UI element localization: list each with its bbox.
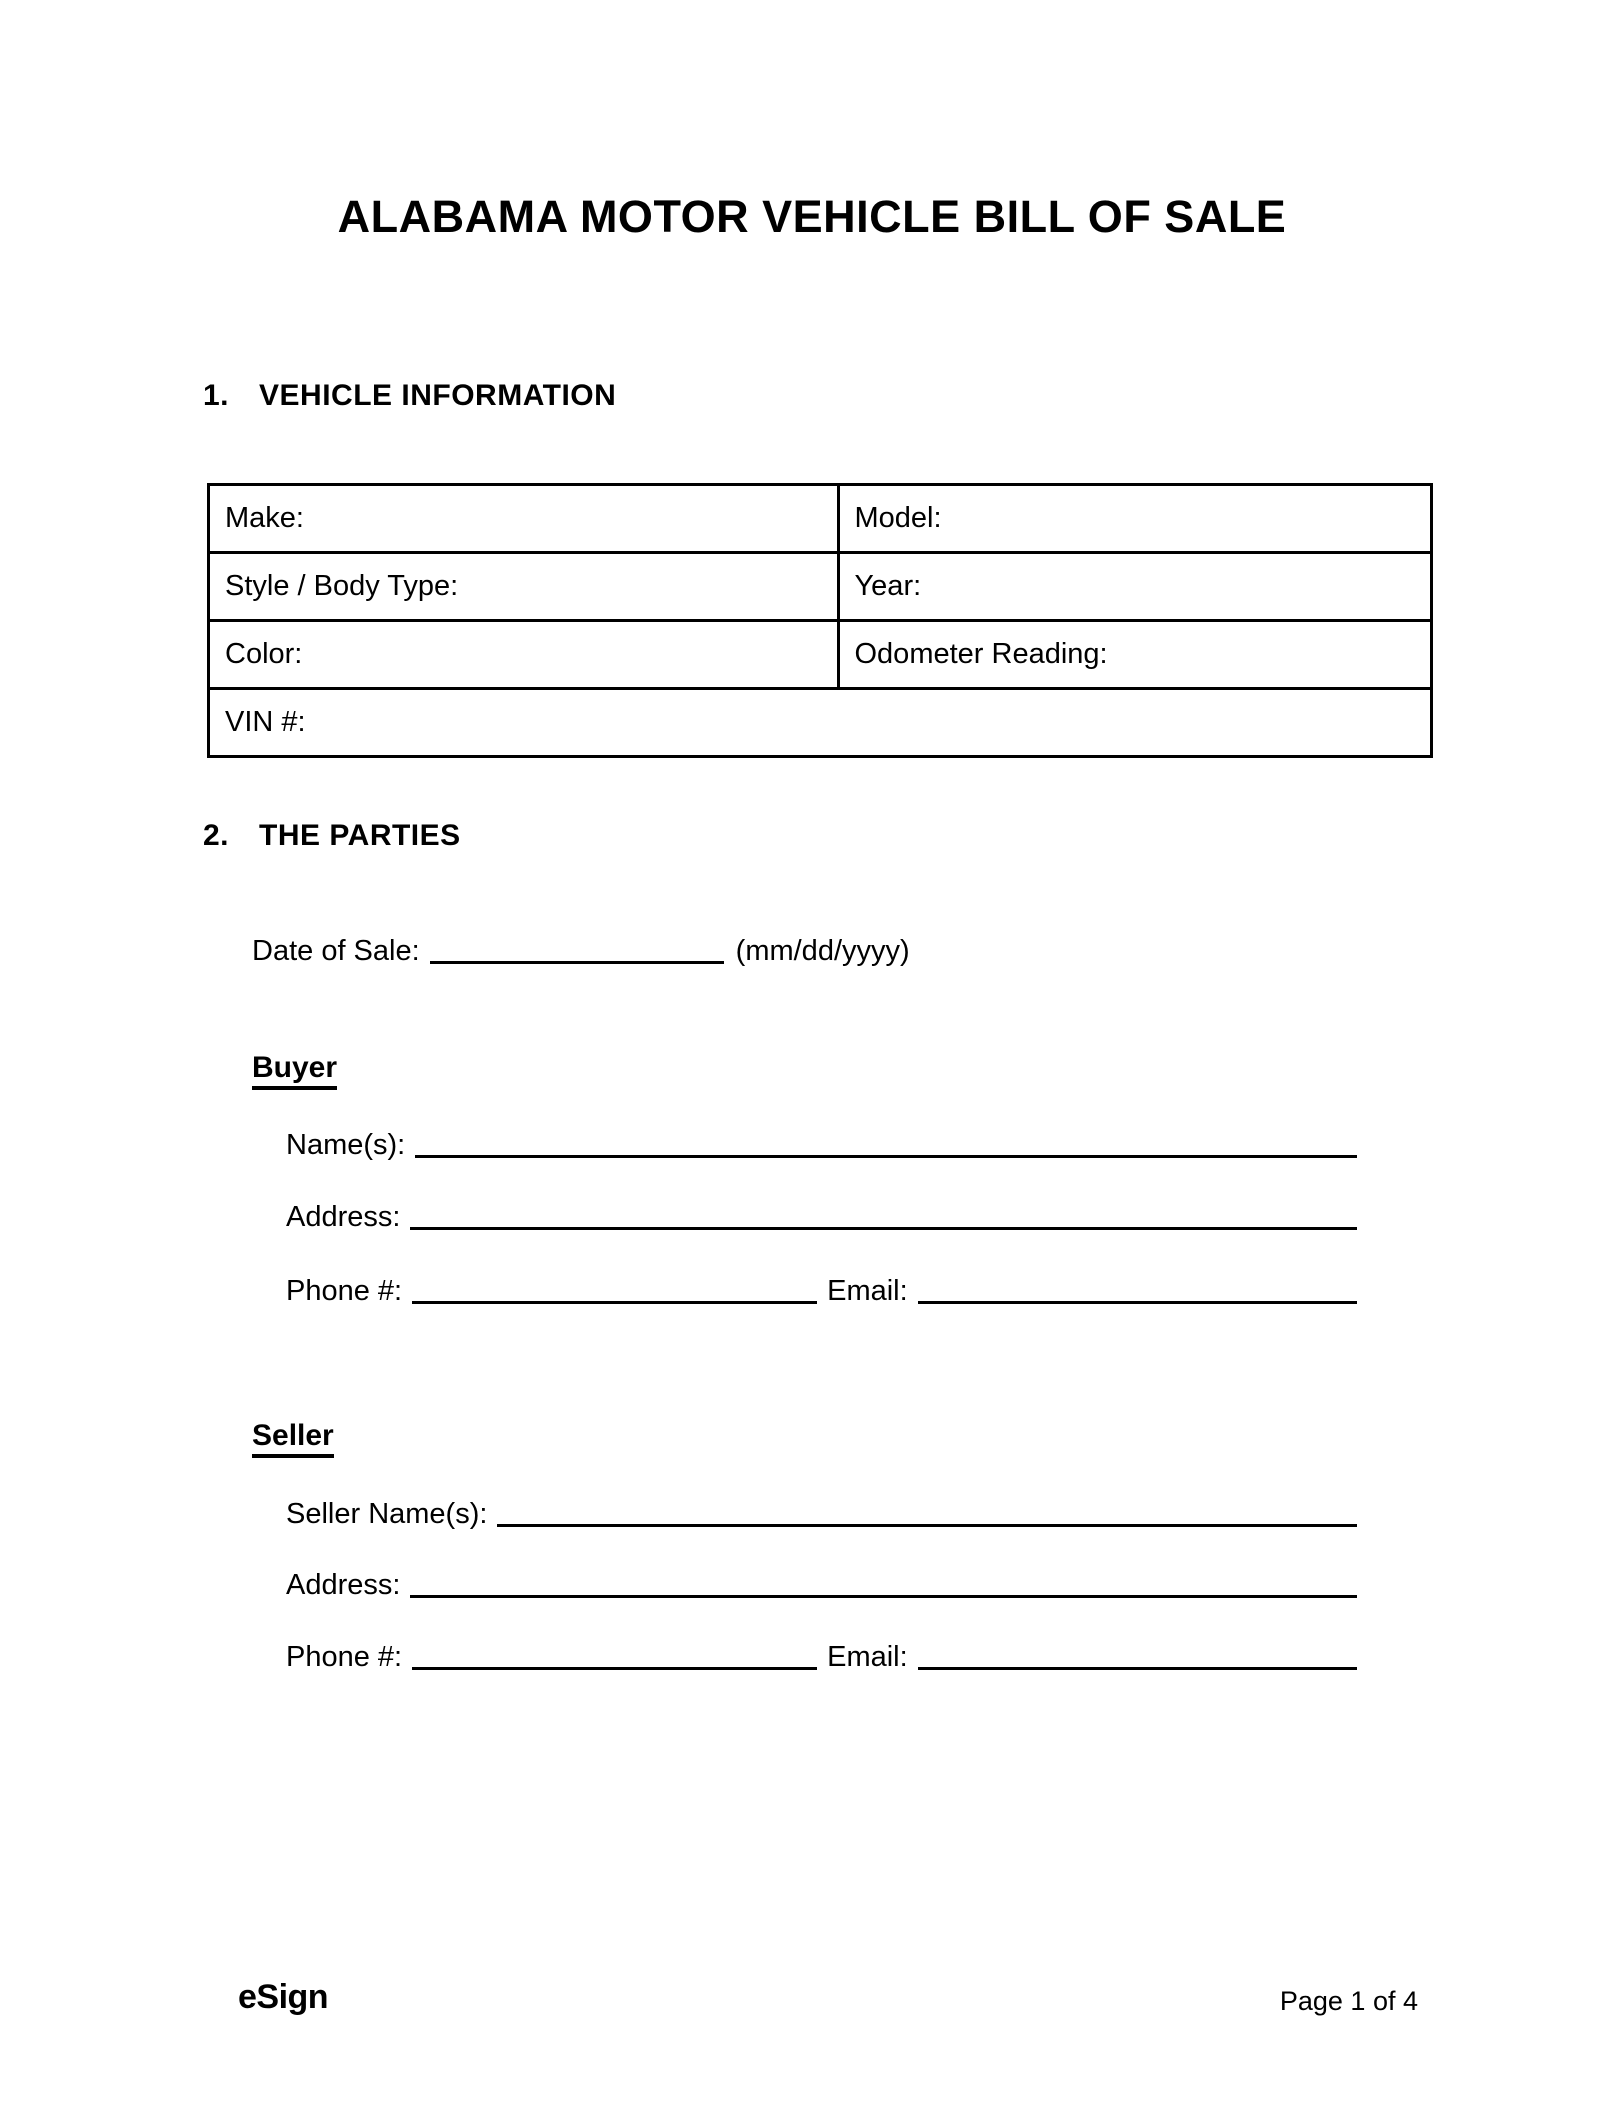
buyer-name-label: Name(s): <box>286 1129 406 1161</box>
buyer-section-heading-wrap <box>252 1050 337 1090</box>
buyer-address-field[interactable] <box>410 1226 1357 1230</box>
model-label: Model: <box>854 502 942 534</box>
buyer-phone-field[interactable] <box>412 1300 817 1304</box>
seller-phone-label: Phone #: <box>286 1641 403 1673</box>
date-format-hint: (mm/dd/yyyy) <box>735 935 910 967</box>
vin-label: VIN #: <box>225 706 306 738</box>
buyer-heading: Buyer <box>252 1050 337 1090</box>
seller-email-label: Email: <box>827 1641 908 1673</box>
buyer-email-field[interactable] <box>918 1300 1357 1304</box>
style-body-type-cell[interactable] <box>209 553 839 621</box>
table-row <box>209 621 1432 689</box>
seller-name-field[interactable] <box>497 1523 1357 1527</box>
seller-address-label: Address: <box>286 1569 401 1601</box>
buyer-address-label: Address: <box>286 1201 401 1233</box>
table-row <box>209 485 1432 553</box>
seller-phone-field[interactable] <box>412 1666 817 1670</box>
esign-logo: eSign <box>238 1978 329 2016</box>
section-2-heading <box>203 818 461 854</box>
seller-section-heading-wrap <box>252 1418 334 1458</box>
vehicle-information-table <box>207 483 1433 758</box>
seller-email-field[interactable] <box>918 1666 1357 1670</box>
section-2-title: THE PARTIES <box>259 819 461 852</box>
section-1-title: VEHICLE INFORMATION <box>259 379 617 412</box>
buyer-email-label: Email: <box>827 1275 908 1307</box>
date-of-sale-label: Date of Sale: <box>252 935 420 967</box>
year-cell[interactable] <box>838 553 1432 621</box>
vin-cell[interactable] <box>209 689 1432 757</box>
buyer-name-line <box>286 1128 1357 1163</box>
document-title: ALABAMA MOTOR VEHICLE BILL OF SALE <box>337 191 1287 242</box>
section-1-heading <box>203 378 616 414</box>
buyer-name-field[interactable] <box>415 1154 1357 1158</box>
date-of-sale-field[interactable] <box>430 960 724 964</box>
style-body-type-label: Style / Body Type: <box>225 570 459 602</box>
seller-name-line <box>286 1497 1357 1532</box>
seller-phone-email-line <box>286 1640 1357 1675</box>
seller-address-field[interactable] <box>410 1594 1357 1598</box>
seller-address-line <box>286 1568 1357 1603</box>
buyer-phone-email-line <box>286 1274 1357 1309</box>
buyer-address-line <box>286 1200 1357 1235</box>
year-label: Year: <box>854 570 922 602</box>
odometer-label: Odometer Reading: <box>854 638 1108 670</box>
section-2-number: 2. <box>203 819 230 852</box>
table-row <box>209 553 1432 621</box>
page-indicator: Page 1 of 4 <box>1279 1986 1418 2016</box>
make-label: Make: <box>225 502 304 534</box>
buyer-phone-label: Phone #: <box>286 1275 403 1307</box>
make-cell[interactable] <box>209 485 839 553</box>
table-row <box>209 689 1432 757</box>
seller-heading: Seller <box>252 1418 334 1458</box>
color-cell[interactable] <box>209 621 839 689</box>
model-cell[interactable] <box>838 485 1432 553</box>
date-of-sale-line <box>252 934 910 969</box>
seller-name-label: Seller Name(s): <box>286 1498 488 1530</box>
odometer-cell[interactable] <box>838 621 1432 689</box>
color-label: Color: <box>225 638 303 670</box>
section-1-number: 1. <box>203 379 230 412</box>
